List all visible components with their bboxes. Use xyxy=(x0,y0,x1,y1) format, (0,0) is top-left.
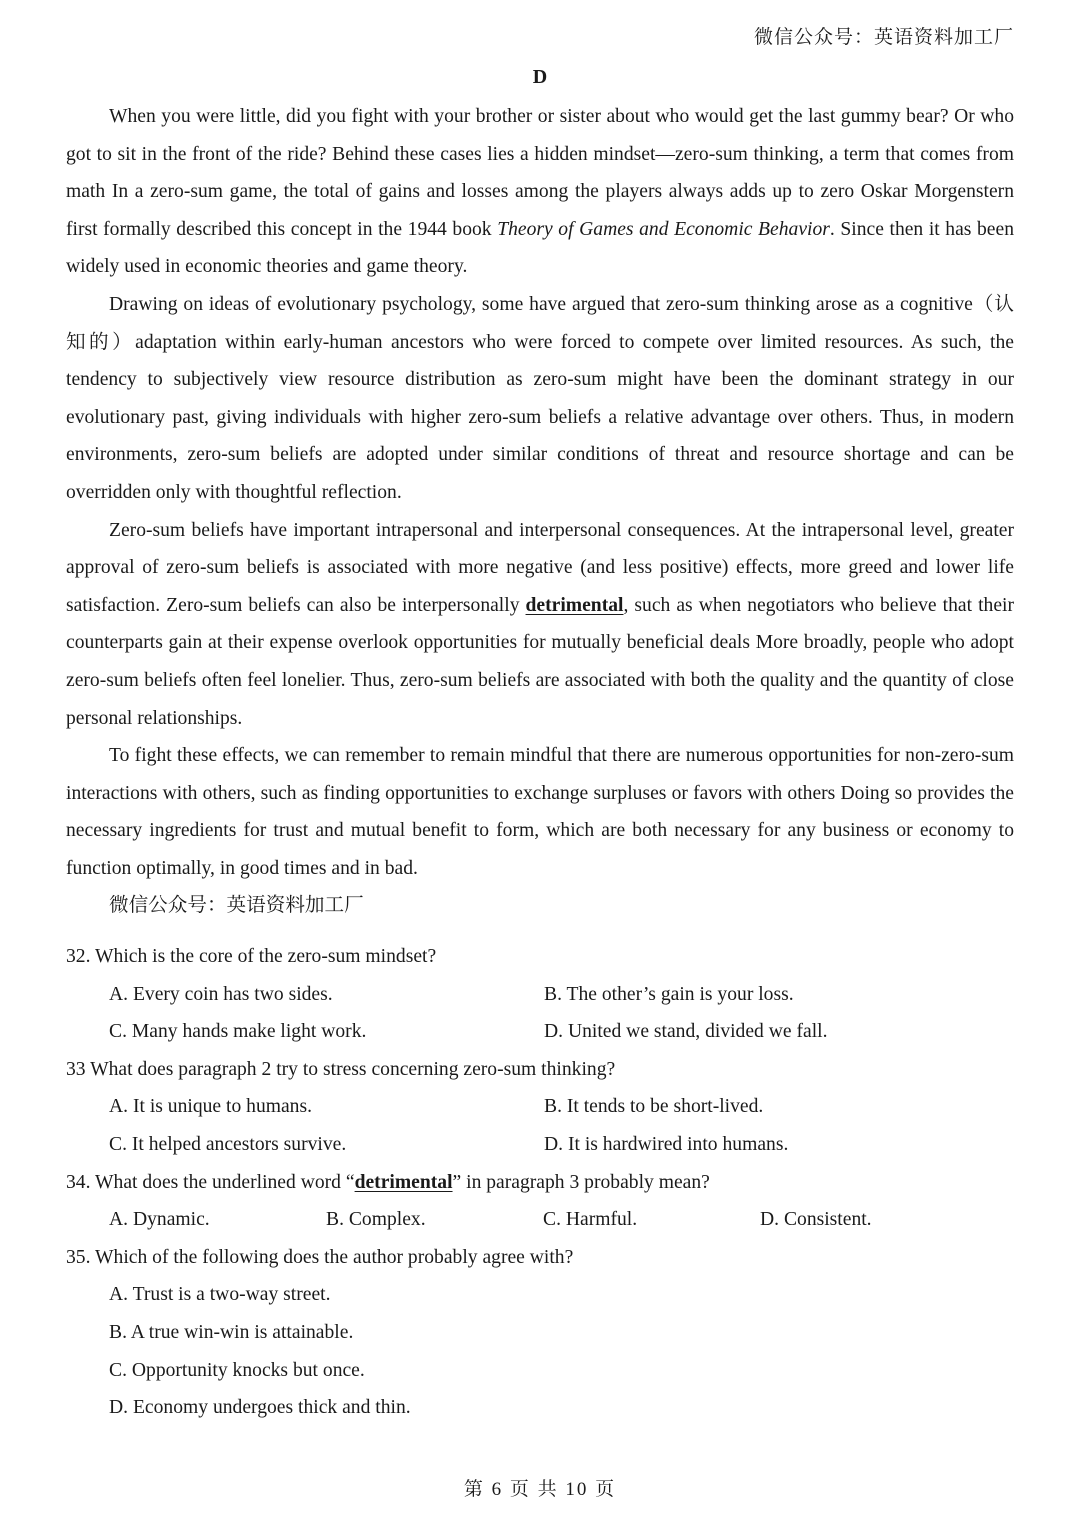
paragraph-4: To fight these effects, we can remember to remain mindful that there are numerous opportunities for non-zero-sum interactions with others, such as finding opportunities to exchange surpluses or favors with others Doing so provides the necessary ingredients for trust and mutual benefit to form, which are both necessary for any business or economy to function optimally, in good times and in bad. xyxy=(66,745,1014,879)
paragraph-1-text-a: When you were little, did you fight with your brother or sister about who would get the last gummy bear? Or who got to sit in the front of the ride? Behind these cases lies a hidden mindset—zero-sum thinking, a term that comes from math In a zero-sum game, the total of gains and losses among the players always adds up to zero Oskar Morgenstern first formally described this concept in the 1944 book xyxy=(66,106,1014,240)
section-title: D xyxy=(532,66,548,88)
question-32-stem: 32. Which is the core of the zero-sum mindset? xyxy=(66,946,437,967)
book-title: Theory of Games and Economic Behavior xyxy=(497,218,830,240)
question-34-options xyxy=(66,1201,1014,1239)
questions-section xyxy=(66,938,1014,1427)
question-35-option-d[interactable]: D. Economy undergoes thick and thin. xyxy=(109,1397,411,1419)
question-34-stem-a: 34. What does the underlined word “ xyxy=(66,1171,355,1193)
question-35-option-c[interactable]: C. Opportunity knocks but once. xyxy=(109,1359,365,1381)
question-32-option-d[interactable]: D. United we stand, divided we fall. xyxy=(544,1021,828,1043)
question-33-option-a[interactable]: A. It is unique to humans. xyxy=(109,1096,312,1118)
question-35-options xyxy=(66,1276,1014,1426)
question-35-option-b[interactable]: B. A true win-win is attainable. xyxy=(109,1321,354,1343)
question-32-option-c[interactable]: C. Many hands make light work. xyxy=(109,1021,367,1043)
question-32-option-a[interactable]: A. Every coin has two sides. xyxy=(109,983,333,1005)
header-watermark: 微信公众号：英语资料加工厂 xyxy=(753,27,1014,48)
question-34-option-a[interactable]: A. Dynamic. xyxy=(109,1209,210,1231)
question-34-underlined-word: detrimental xyxy=(354,1171,453,1193)
passage-watermark: 微信公众号：英语资料加工厂 xyxy=(109,895,364,917)
question-33-stem: 33 What does paragraph 2 try to stress concerning zero-sum thinking? xyxy=(66,1058,616,1080)
question-34-option-b[interactable]: B. Complex. xyxy=(326,1209,426,1231)
question-34-stem-b: ” in paragraph 3 probably mean? xyxy=(452,1171,710,1193)
paragraph-3 xyxy=(66,512,1014,738)
question-33-option-b[interactable]: B. It tends to be short-lived. xyxy=(544,1096,764,1118)
reading-passage xyxy=(66,98,1014,925)
page-number: 第 6 页 共 10 页 xyxy=(463,1479,617,1500)
question-34-option-d[interactable]: D. Consistent. xyxy=(760,1209,872,1231)
question-32-option-b[interactable]: B. The other’s gain is your loss. xyxy=(544,983,794,1005)
question-35-stem: 35. Which of the following does the author probably agree with? xyxy=(66,1246,574,1268)
paragraph-3-text-a: Zero-sum beliefs have important intrapersonal and interpersonal consequences. At the intrapersonal level, greater approval of zero-sum beliefs is associated with more negative (and less positive) effects, more greed and lower life satisfaction. Zero-sum beliefs can also be interpersonally xyxy=(66,519,1014,616)
question-35-option-a[interactable]: A. Trust is a two-way street. xyxy=(109,1284,331,1306)
paragraph-2: Drawing on ideas of evolutionary psychology, some have argued that zero-sum thinking arose as a cognitive（认知的）adaptation within early-human ancestors who were forced to compete over limited resources. As such, the tendency to subjectively view resource distribution as zero-sum might have been the dominant strategy in our evolutionary past, giving individuals with higher zero-sum beliefs a relative advantage over others. Thus, in modern environments, zero-sum beliefs are adopted under similar conditions of threat and resource shortage and can be overridden only with thoughtful reflection. xyxy=(66,293,1014,503)
paragraph-1 xyxy=(66,98,1014,286)
question-33-options xyxy=(66,1088,1014,1163)
question-32-options xyxy=(66,976,1014,1051)
question-34-option-c[interactable]: C. Harmful. xyxy=(543,1209,638,1231)
question-33-option-d[interactable]: D. It is hardwired into humans. xyxy=(544,1133,789,1155)
underlined-word: detrimental xyxy=(525,594,624,616)
paragraph-3-text-b: , such as when negotiators who believe that their counterparts gain at their expense overlook opportunities for mutually beneficial deals More broadly, people who adopt zero-sum beliefs often feel lonelier. Thus, zero-sum beliefs are associated with both the quality and the quantity of close personal relationships. xyxy=(66,594,1014,729)
question-33-option-c[interactable]: C. It helped ancestors survive. xyxy=(109,1133,347,1155)
question-34-stem xyxy=(66,1164,1014,1202)
paragraph-1-text-b: . Since then it has been widely used in economic theories and game theory. xyxy=(66,218,1014,278)
